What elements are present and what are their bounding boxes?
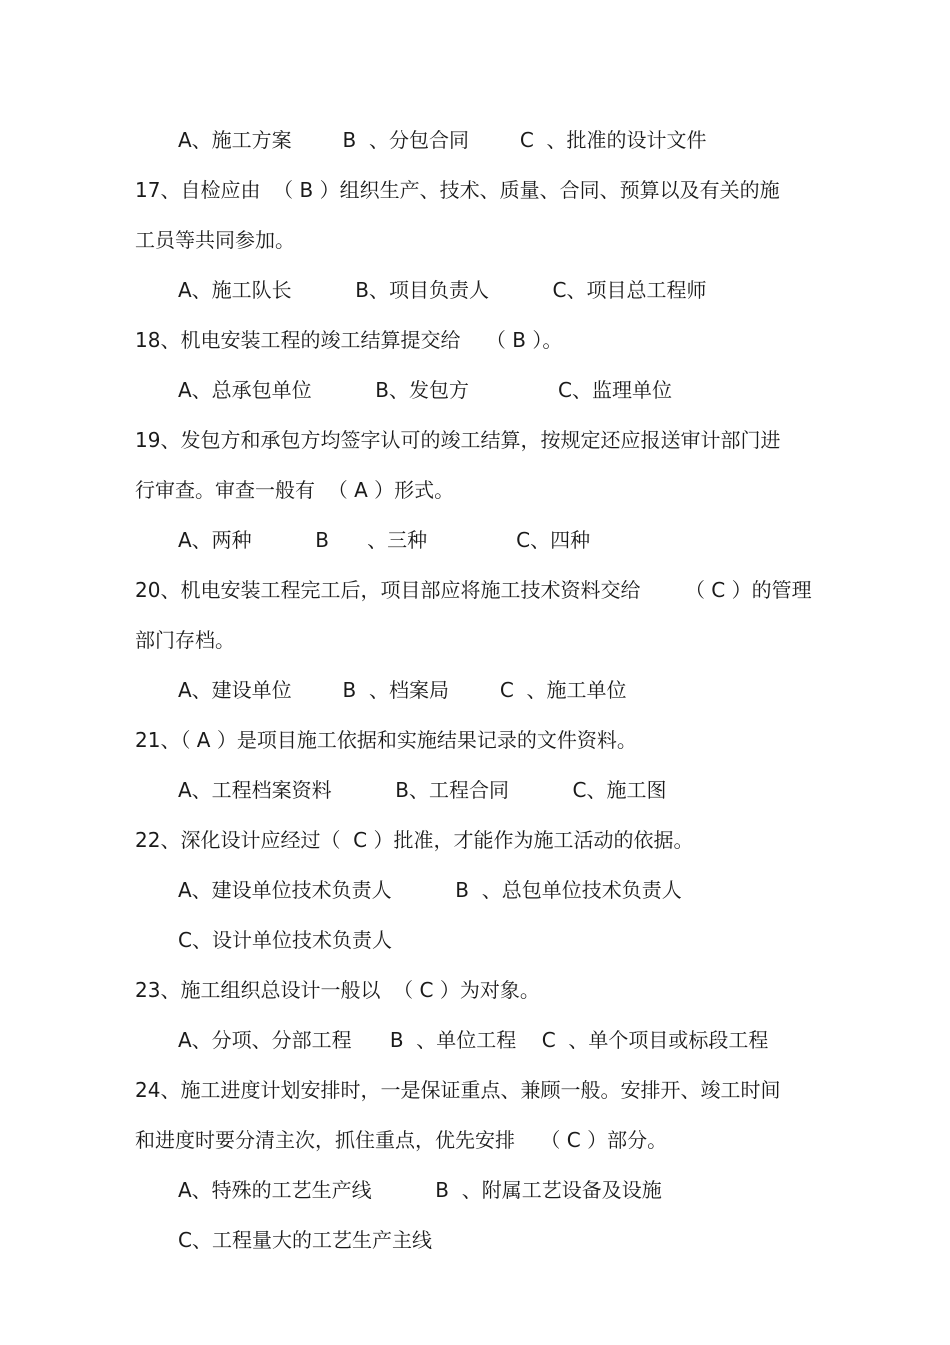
q24-options-cont: C、工程量大的工艺生产主线 <box>178 1228 432 1252</box>
q22-options-cont: C、设计单位技术负责人 <box>178 928 392 952</box>
q20-options: A、建设单位 B 、档案局 C 、施工单位 <box>178 678 627 702</box>
q22-options: A、建设单位技术负责人 B 、总包单位技术负责人 <box>178 878 682 902</box>
q22-text: 22、深化设计应经过（ C ）批准，才能作为施工活动的依据。 <box>135 828 694 852</box>
q18-options: A、总承包单位 B、发包方 C、监理单位 <box>178 378 672 402</box>
q21-options: A、工程档案资料 B、工程合同 C、施工图 <box>178 778 667 802</box>
q24-text: 24、施工进度计划安排时，一是保证重点、兼顾一般。安排开、竣工时间 <box>135 1078 781 1102</box>
q23-text: 23、施工组织总设计一般以 （ C ）为对象。 <box>135 978 540 1002</box>
q17-options: A、施工队长 B、项目负责人 C、项目总工程师 <box>178 278 707 302</box>
q19-options: A、两种 B 、三种 C、四种 <box>178 528 591 552</box>
q21-text: 21、（ A ）是项目施工依据和实施结果记录的文件资料。 <box>135 728 637 752</box>
q18-text: 18、机电安装工程的竣工结算提交给 （ B ）。 <box>135 328 563 352</box>
q17-text: 17、自检应由 （ B ）组织生产、技术、质量、合同、预算以及有关的施 <box>135 178 780 202</box>
q20-text: 20、机电安装工程完工后，项目部应将施工技术资料交给 （ C ）的管理 <box>135 578 812 602</box>
q19-text-cont: 行审查。审查一般有 （ A ）形式。 <box>135 478 455 502</box>
q19-text: 19、发包方和承包方均签字认可的竣工结算，按规定还应报送审计部门进 <box>135 428 781 452</box>
q23-options: A、分项、分部工程 B 、单位工程 C 、单个项目或标段工程 <box>178 1028 769 1052</box>
q17-text-cont: 工员等共同参加。 <box>135 228 295 252</box>
q24-text-cont: 和进度时要分清主次，抓住重点，优先安排 （ C ）部分。 <box>135 1128 668 1152</box>
q16-options: A、施工方案 B 、分包合同 C 、批准的设计文件 <box>178 128 707 152</box>
q20-text-cont: 部门存档。 <box>135 628 235 652</box>
q24-options: A、特殊的工艺生产线 B 、附属工艺设备及设施 <box>178 1178 662 1202</box>
